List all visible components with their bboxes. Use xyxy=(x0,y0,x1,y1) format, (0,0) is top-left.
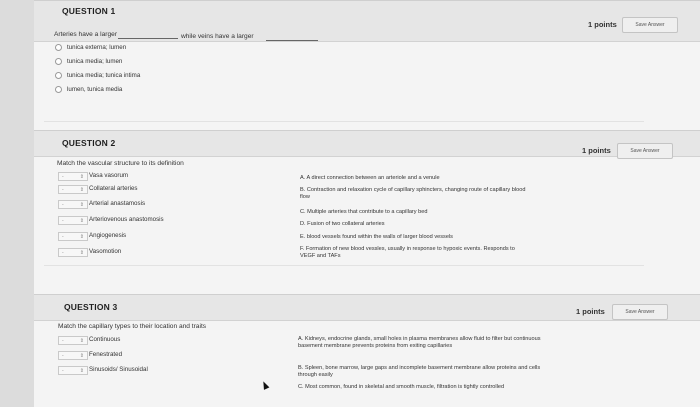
q1-option-radio-1[interactable] xyxy=(55,44,62,51)
q2-select-3-value: - xyxy=(62,201,64,208)
q1-option-label-3: tunica media; tunica intima xyxy=(67,72,141,79)
q1-prompt-a: Arteries have a larger xyxy=(54,31,118,38)
updown-icon: ⇕ xyxy=(79,173,84,180)
question-1-points: 1 points xyxy=(588,20,617,29)
updown-icon: ⇕ xyxy=(79,367,84,374)
q2-select-3[interactable] xyxy=(58,200,88,209)
q2-answer-c: C. Multiple arteries that contribute to a capillary bed xyxy=(300,209,428,215)
q1-blank-1 xyxy=(118,38,178,39)
q1-option-label-4: lumen, tunica media xyxy=(67,86,123,93)
q1-divider xyxy=(44,121,644,122)
question-3-title: QUESTION 3 xyxy=(64,302,118,312)
q1-option-radio-2[interactable] xyxy=(55,58,62,65)
q2-item-label-4: Arteriovenous anastomosis xyxy=(89,216,164,223)
q2-item-label-3: Arterial anastamosis xyxy=(89,200,146,207)
updown-icon: ⇕ xyxy=(79,217,84,224)
q2-item-label-1: Vasa vasorum xyxy=(89,172,129,179)
q3-select-1-value: - xyxy=(62,337,64,344)
q3-select-2[interactable] xyxy=(58,351,88,360)
updown-icon: ⇕ xyxy=(79,186,84,193)
q2-select-2-value: - xyxy=(62,186,64,193)
q2-answer-f: F. Formation of new blood vessles, usually in response to hypoxic events. Responds to VEGF and TAFs xyxy=(300,246,515,260)
question-3-points: 1 points xyxy=(576,307,605,316)
q1-option-label-2: tunica media; lumen xyxy=(67,58,123,65)
q2-select-5-value: - xyxy=(62,233,64,240)
q2-item-label-2: Collateral arteries xyxy=(89,185,138,192)
q3-item-label-1: Continuous xyxy=(89,336,121,343)
updown-icon: ⇕ xyxy=(79,201,84,208)
q3-answer-c: C. Most common, found in skeletal and smooth muscle, filtration is tightly controlled xyxy=(298,384,505,390)
q3-item-label-2: Fenestrated xyxy=(89,351,123,358)
q3-answer-a: A. Kidneys, endocrine glands, small holes in plasma membranes allow fluid to filter but continuous basement membrane prevents proteins from exiting capillaries xyxy=(298,336,541,350)
q1-blank-2 xyxy=(266,40,318,41)
updown-icon: ⇕ xyxy=(79,352,84,359)
q2-prompt: Match the vascular structure to its definition xyxy=(57,160,184,167)
q3-prompt: Match the capillary types to their location and traits xyxy=(58,323,207,330)
q3-select-2-value: - xyxy=(62,352,64,359)
q3-select-3-value: - xyxy=(62,367,64,374)
q1-save-answer-button[interactable]: Save Answer xyxy=(622,17,678,33)
q2-select-6-value: - xyxy=(62,249,64,256)
q2-item-label-5: Angiogenesis xyxy=(89,232,127,239)
updown-icon: ⇕ xyxy=(79,337,84,344)
q2-answer-e: E. blood vessels found within the walls of larger blood vessels xyxy=(300,234,453,240)
q1-option-radio-3[interactable] xyxy=(55,72,62,79)
q1-option-label-1: tunica externa; lumen xyxy=(67,44,127,51)
updown-icon: ⇕ xyxy=(79,233,84,240)
q1-option-radio-4[interactable] xyxy=(55,86,62,93)
q3-select-3[interactable] xyxy=(58,366,88,375)
q2-answer-d: D. Fusion of two collateral arteries xyxy=(300,221,385,227)
q2-select-5[interactable] xyxy=(58,232,88,241)
q2-answer-a: A. A direct connection between an arteriole and a venule xyxy=(300,175,440,181)
q3-select-1[interactable] xyxy=(58,336,88,345)
q2-select-6[interactable] xyxy=(58,248,88,257)
q2-answer-b: B. Contraction and relaxation cycle of capillary sphincters, changing route of capillary blood flow xyxy=(300,187,526,201)
question-2-title: QUESTION 2 xyxy=(62,138,116,148)
q3-answer-b: B. Spleen, bone marrow, large gaps and incomplete basement membrane allow proteins and cells through easily xyxy=(298,365,541,379)
updown-icon: ⇕ xyxy=(79,249,84,256)
q2-select-1[interactable] xyxy=(58,172,88,181)
question-2-points: 1 points xyxy=(582,146,611,155)
question-1-title: QUESTION 1 xyxy=(62,6,116,16)
q2-select-4[interactable] xyxy=(58,216,88,225)
q2-select-1-value: - xyxy=(62,173,64,180)
q3-save-answer-button[interactable]: Save Answer xyxy=(612,304,668,320)
q2-item-label-6: Vasomotion xyxy=(89,248,122,255)
q2-select-2[interactable] xyxy=(58,185,88,194)
q2-select-4-value: - xyxy=(62,217,64,224)
q3-item-label-3: Sinusoids/ Sinusoidal xyxy=(89,366,148,373)
q1-prompt-b: while veins have a larger xyxy=(181,33,254,40)
q2-divider xyxy=(44,265,644,266)
q2-save-answer-button[interactable]: Save Answer xyxy=(617,143,673,159)
